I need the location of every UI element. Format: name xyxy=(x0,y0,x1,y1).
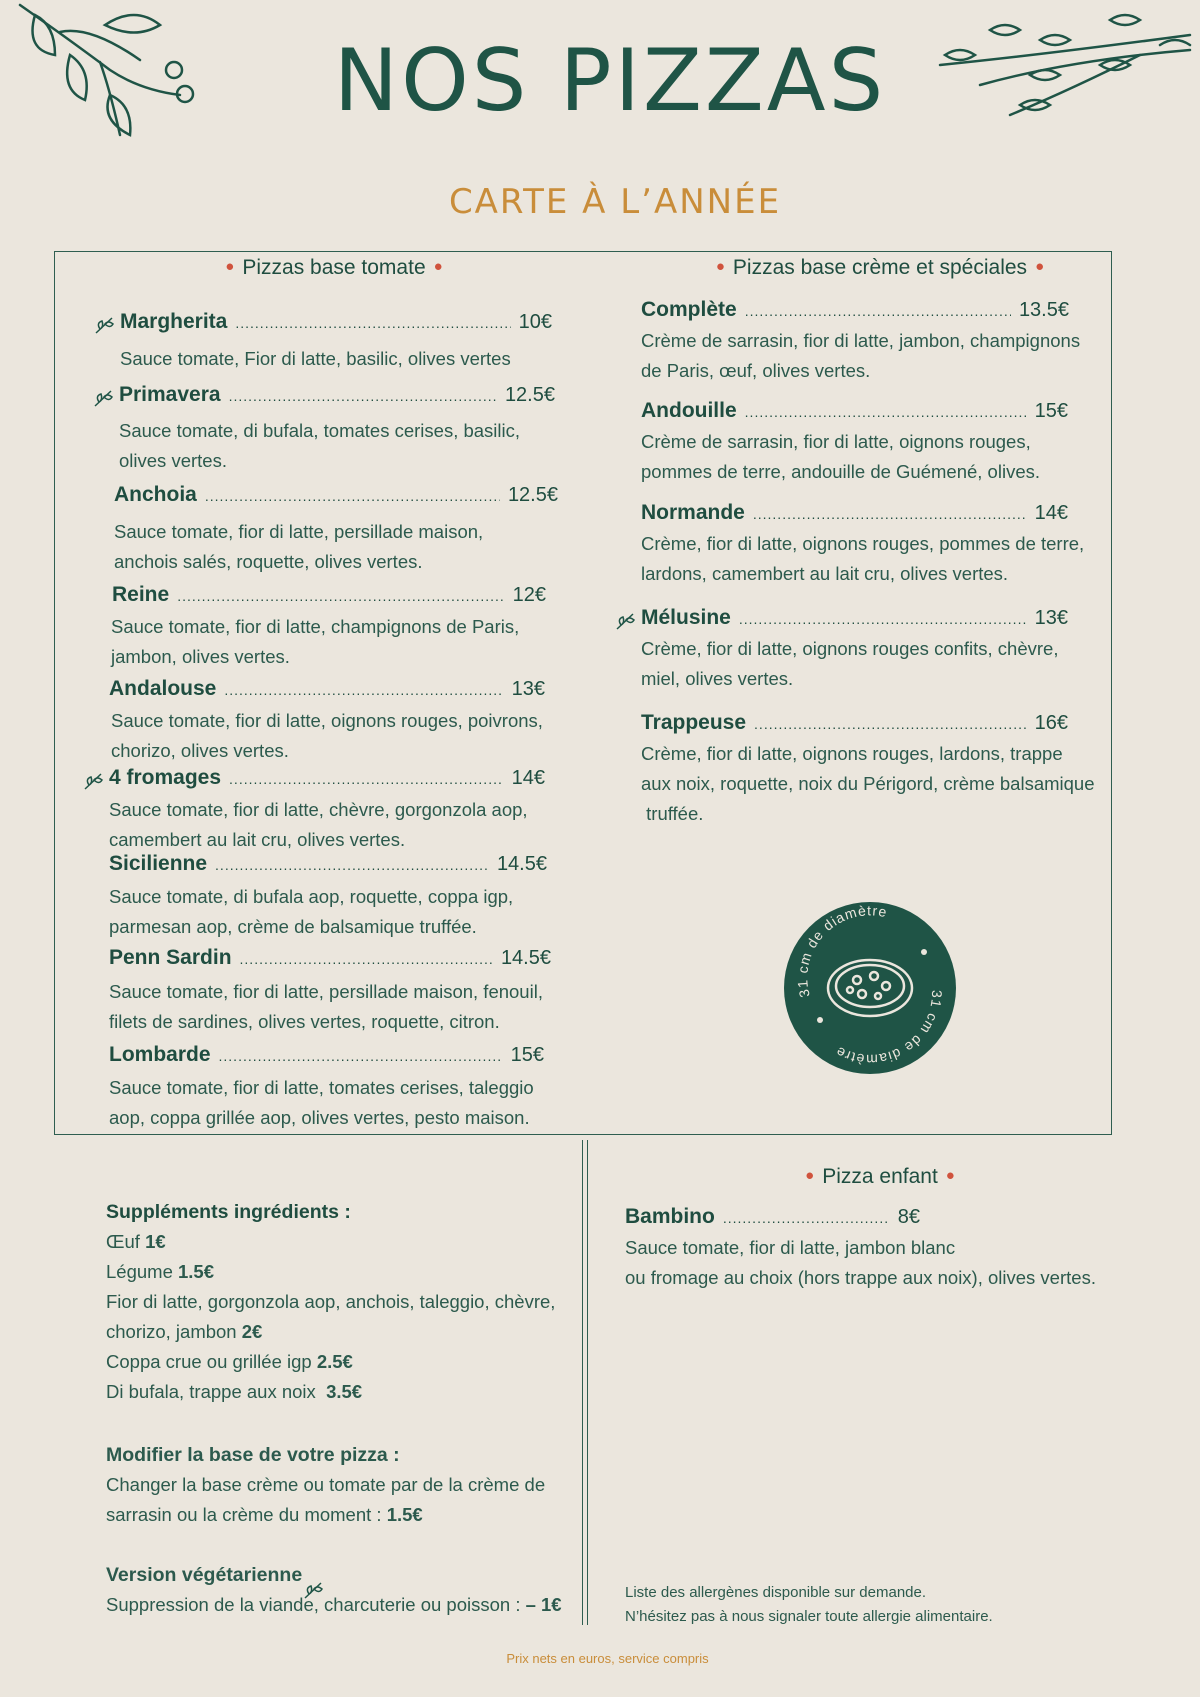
menu-item-desc-line: de Paris, œuf, olives vertes. xyxy=(641,360,871,381)
menu-item-desc xyxy=(120,344,590,374)
leaf-icon xyxy=(615,611,637,636)
dot-icon: ● xyxy=(805,1167,815,1184)
kids-item-price: 8€ xyxy=(897,1206,920,1228)
section-title-text: Pizza enfant xyxy=(822,1165,938,1188)
dot-leader xyxy=(215,857,489,873)
kids-desc-line: Sauce tomate, fior di latte, jambon blanc xyxy=(625,1237,956,1258)
supplement-line xyxy=(106,1287,576,1317)
menu-item-desc-line: Crème de sarrasin, fior di latte, jambon, champignons xyxy=(641,330,1081,351)
diameter-badge xyxy=(782,900,958,1076)
menu-item-desc xyxy=(114,517,584,577)
footer-note: Prix nets en euros, service compris xyxy=(506,1651,709,1666)
menu-item-price: 14.5€ xyxy=(500,947,551,969)
leaf-icon xyxy=(93,388,115,413)
menu-item-desc-line: aop, coppa grillée aop, olives vertes, pesto maison. xyxy=(109,1107,530,1128)
menu-item-desc-line: lardons, camembert au lait cru, olives vertes. xyxy=(641,563,1009,584)
menu-item-desc-line: Sauce tomate, fior di latte, persillade maison, xyxy=(114,521,484,542)
menu-item-desc xyxy=(109,795,579,855)
menu-item-price: 16€ xyxy=(1034,712,1068,734)
menu-item-row xyxy=(641,298,1069,322)
supplement-text: chorizo, jambon xyxy=(106,1321,242,1342)
menu-item-name: Primavera xyxy=(119,383,221,406)
supplement-line xyxy=(106,1377,576,1407)
supplement-price: 1.5€ xyxy=(178,1261,215,1282)
menu-item-name: Margherita xyxy=(120,310,228,333)
vegetarian-price: – 1€ xyxy=(525,1594,562,1615)
vegetarian-text: Suppression de la viande, charcuterie ou poisson : xyxy=(106,1594,526,1615)
dot-icon: ● xyxy=(1035,258,1045,275)
dot-leader xyxy=(235,315,510,331)
vegetarian-block xyxy=(106,1560,586,1620)
menu-item-desc-line: Crème de sarrasin, fior di latte, oignons rouges, xyxy=(641,431,1031,452)
menu-item-desc xyxy=(111,706,581,766)
menu-item-name: Andouille xyxy=(641,399,737,422)
dot-leader xyxy=(205,488,500,504)
supplements-list xyxy=(106,1227,576,1407)
menu-item-desc-line: olives vertes. xyxy=(119,450,227,471)
menu-item-desc-line: Sauce tomate, Fior di latte, basilic, olives vertes xyxy=(120,348,511,369)
menu-item-price: 13€ xyxy=(1034,607,1068,629)
kids-item xyxy=(625,1205,920,1229)
supplement-price: 2€ xyxy=(241,1321,263,1342)
dot-leader xyxy=(745,303,1011,319)
badge-text-top: 31 cm de diamètre xyxy=(794,902,889,999)
menu-item-price: 14€ xyxy=(511,767,545,789)
section-title-text: Pizzas base crème et spéciales xyxy=(732,256,1028,279)
dot-leader xyxy=(219,1048,503,1064)
supplement-text: Légume xyxy=(106,1261,178,1282)
menu-item-desc xyxy=(109,977,579,1037)
menu-item-desc-line: jambon, olives vertes. xyxy=(111,646,290,667)
menu-item-price: 15€ xyxy=(1034,400,1068,422)
menu-item-desc-line: Sauce tomate, fior di latte, persillade maison, fenouil, xyxy=(109,981,543,1002)
menu-item-desc-line: truffée. xyxy=(641,803,704,824)
menu-item-row xyxy=(112,583,546,607)
dot-icon: ● xyxy=(945,1167,955,1184)
menu-item-price: 13.5€ xyxy=(1018,299,1069,321)
kids-desc-line: ou fromage au choix (hors trappe aux noix), olives vertes. xyxy=(625,1267,1096,1288)
page-title: NOS PIZZAS xyxy=(333,31,887,131)
menu-item-desc-line: Sauce tomate, di bufala aop, roquette, coppa igp, xyxy=(109,886,514,907)
menu-item-desc-line: Sauce tomate, di bufala, tomates cerises, basilic, xyxy=(119,420,521,441)
menu-item-name: Penn Sardin xyxy=(109,946,232,969)
menu-item-row xyxy=(109,1043,544,1067)
menu-item-desc xyxy=(641,739,1111,829)
dot-leader xyxy=(229,771,504,787)
menu-item-desc-line: aux noix, roquette, noix du Périgord, crème balsamique xyxy=(641,773,1095,794)
menu-item-row xyxy=(119,383,555,407)
menu-item-name: Anchoia xyxy=(114,483,197,506)
menu-item-desc-line: parmesan aop, crème de balsamique truffée. xyxy=(109,916,477,937)
menu-item-desc-line: pommes de terre, andouille de Guémené, olives. xyxy=(641,461,1040,482)
vegetarian-title: Version végétarienne xyxy=(106,1564,303,1586)
supplement-text: Di bufala, trappe aux noix xyxy=(106,1381,327,1402)
dot-leader xyxy=(229,388,497,404)
menu-item-price: 10€ xyxy=(518,311,552,333)
supplement-line xyxy=(106,1227,576,1257)
menu-item-desc-line: Sauce tomate, fior di latte, chèvre, gorgonzola aop, xyxy=(109,799,528,820)
leaf-icon xyxy=(83,771,105,796)
menu-item-price: 12€ xyxy=(512,584,546,606)
badge-text-bottom: 31 cm de diamètre xyxy=(832,989,946,1068)
allergens-note xyxy=(625,1581,1185,1629)
dot-leader xyxy=(754,716,1027,732)
section-title-creme xyxy=(600,256,1160,280)
menu-item-desc-line: Sauce tomate, fior di latte, tomates cerises, taleggio xyxy=(109,1077,534,1098)
menu-item-row xyxy=(120,310,552,334)
page-subtitle: CARTE À L’ANNÉE xyxy=(448,182,782,222)
modify-base-line1: Changer la base crème ou tomate par de la crème de xyxy=(106,1474,546,1495)
dot-leader xyxy=(723,1210,890,1226)
modify-base-title: Modifier la base de votre pizza : xyxy=(106,1444,400,1466)
menu-item-name: Reine xyxy=(112,583,170,606)
menu-item-price: 14€ xyxy=(1034,502,1068,524)
menu-item-name: Normande xyxy=(641,501,745,524)
menu-item-name: Complète xyxy=(641,298,737,321)
menu-item-desc xyxy=(641,326,1111,386)
menu-item-name: 4 fromages xyxy=(109,766,222,789)
supplement-price: 3.5€ xyxy=(326,1381,363,1402)
supplement-text: Fior di latte, gorgonzola aop, anchois, taleggio, chèvre, xyxy=(106,1291,556,1312)
menu-item-row xyxy=(641,399,1068,423)
modify-base-line2 xyxy=(106,1500,576,1530)
section-title-enfant xyxy=(600,1165,1160,1189)
menu-item-desc-line: Crème, fior di latte, oignons rouges, pommes de terre, xyxy=(641,533,1085,554)
menu-item-row xyxy=(109,766,545,790)
dot-leader xyxy=(745,404,1027,420)
menu-item-desc xyxy=(109,882,579,942)
kids-item-name: Bambino xyxy=(625,1205,715,1228)
menu-item-desc xyxy=(109,1073,579,1133)
menu-item-desc-line: miel, olives vertes. xyxy=(641,668,794,689)
menu-item-row xyxy=(641,501,1068,525)
supplement-price: 2.5€ xyxy=(316,1351,353,1372)
menu-item-desc xyxy=(641,634,1111,694)
menu-item-price: 14.5€ xyxy=(496,853,547,875)
menu-item-row xyxy=(641,606,1068,630)
menu-item-desc-line: Sauce tomate, fior di latte, oignons rouges, poivrons, xyxy=(111,710,543,731)
menu-item-desc xyxy=(111,612,581,672)
menu-item-name: Lombarde xyxy=(109,1043,211,1066)
supplement-line xyxy=(106,1317,576,1347)
menu-item-desc-line: Crème, fior di latte, oignons rouges confits, chèvre, xyxy=(641,638,1059,659)
dot-leader xyxy=(739,611,1027,627)
dot-leader xyxy=(240,951,493,967)
allergens-line: N’hésitez pas à nous signaler toute allergie alimentaire. xyxy=(625,1608,993,1625)
menu-item-desc-line: Crème, fior di latte, oignons rouges, lardons, trappe xyxy=(641,743,1063,764)
menu-item-price: 12.5€ xyxy=(507,484,558,506)
vertical-divider xyxy=(582,1140,588,1625)
dot-leader xyxy=(224,682,503,698)
menu-item-desc-line: chorizo, olives vertes. xyxy=(111,740,289,761)
supplements-block xyxy=(106,1197,576,1407)
supplements-title: Suppléments ingrédients : xyxy=(106,1201,351,1223)
menu-item-row xyxy=(109,946,551,970)
dot-icon: ● xyxy=(433,258,443,275)
modify-base-text: sarrasin ou la crème du moment : xyxy=(106,1504,387,1525)
menu-item-name: Trappeuse xyxy=(641,711,747,734)
section-title-tomate xyxy=(54,256,614,280)
menu-item-price: 12.5€ xyxy=(504,384,555,406)
menu-item-name: Mélusine xyxy=(641,606,731,629)
menu-item-row xyxy=(641,711,1068,735)
supplement-line xyxy=(106,1257,576,1287)
menu-item-row xyxy=(109,677,545,701)
supplement-text: Coppa crue ou grillée igp xyxy=(106,1351,317,1372)
menu-item-desc xyxy=(119,416,589,476)
leaf-icon xyxy=(94,315,116,340)
menu-item-row xyxy=(114,483,558,507)
leaf-icon xyxy=(303,1580,325,1600)
menu-item-row xyxy=(109,852,547,876)
dot-icon: ● xyxy=(225,258,235,275)
menu-item-name: Sicilienne xyxy=(109,852,208,875)
menu-item-name: Andalouse xyxy=(109,677,217,700)
supplement-price: 1€ xyxy=(145,1231,166,1252)
section-title-text: Pizzas base tomate xyxy=(242,256,426,279)
menu-item-desc xyxy=(641,529,1111,589)
menu-item-desc-line: Sauce tomate, fior di latte, champignons de Paris, xyxy=(111,616,520,637)
dot-icon: ● xyxy=(715,258,725,275)
supplement-line xyxy=(106,1347,576,1377)
menu-item-price: 13€ xyxy=(511,678,545,700)
vegetarian-line xyxy=(106,1590,586,1620)
kids-item-row xyxy=(625,1205,920,1229)
menu-item-desc-line: filets de sardines, olives vertes, roquette, citron. xyxy=(109,1011,500,1032)
menu-item-price: 15€ xyxy=(510,1044,544,1066)
menu-item-desc-line: camembert au lait cru, olives vertes. xyxy=(109,829,406,850)
kids-desc xyxy=(625,1233,1185,1293)
allergens-line: Liste des allergènes disponible sur demande. xyxy=(625,1584,927,1601)
supplement-text: Œuf xyxy=(106,1231,146,1252)
modify-base-block xyxy=(106,1440,576,1530)
menu-item-desc xyxy=(641,427,1111,487)
modify-base-price: 1.5€ xyxy=(386,1504,423,1525)
dot-leader xyxy=(177,588,504,604)
menu-item-desc-line: anchois salés, roquette, olives vertes. xyxy=(114,551,423,572)
dot-leader xyxy=(753,506,1027,522)
